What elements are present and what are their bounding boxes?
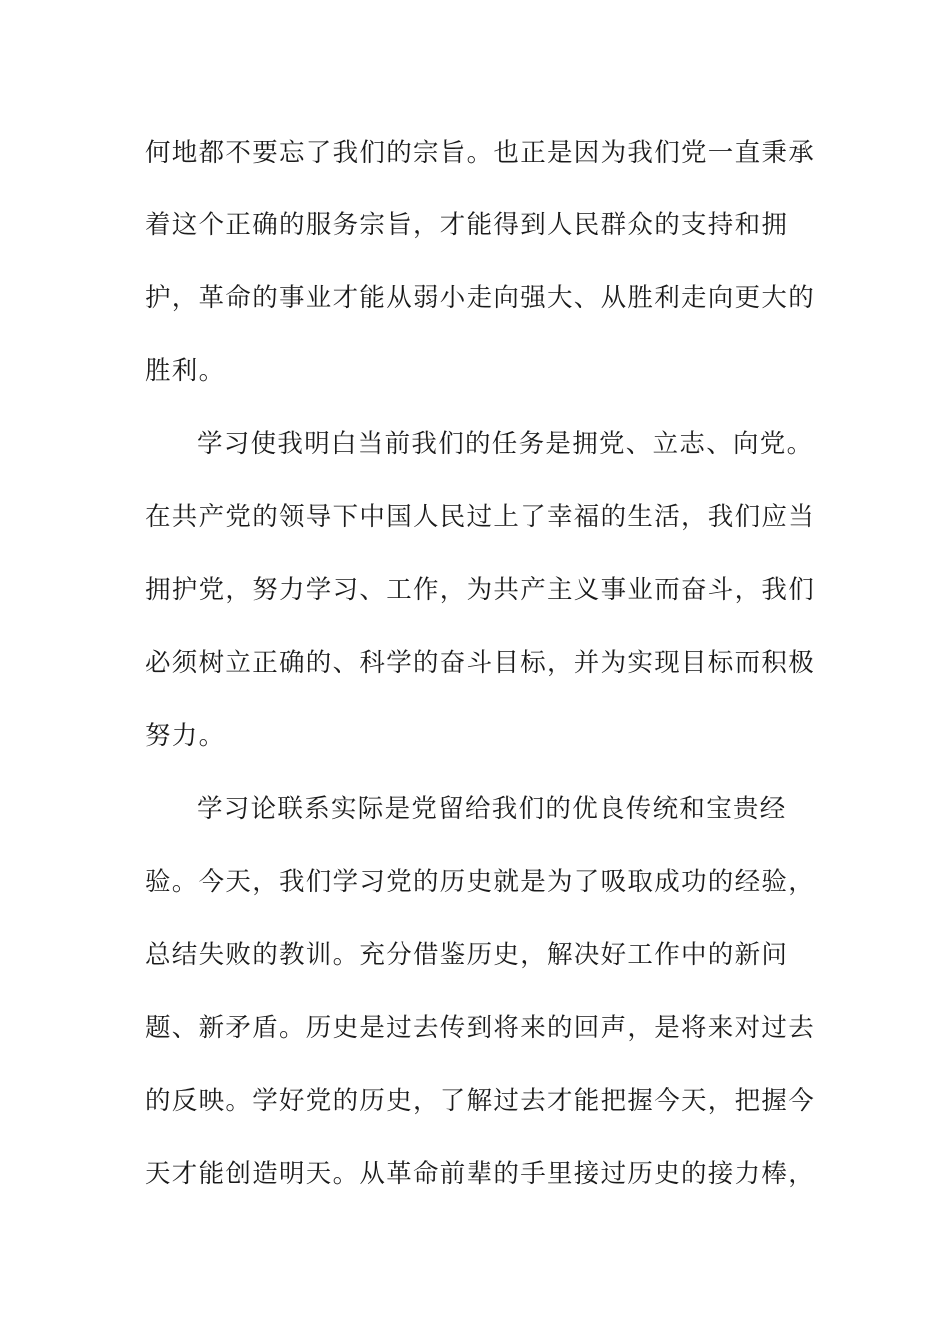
text-line: 总结失败的教训。充分借鉴历史，解决好工作中的新问 — [145, 940, 789, 970]
text-line: 何地都不要忘了我们的宗旨。也正是因为我们党一直秉承 — [145, 138, 816, 168]
text-line: 的反映。学好党的历史，了解过去才能把握今天，把握今 — [145, 1086, 816, 1116]
paragraph-first-line: 学习使我明白当前我们的任务是拥党、立志、向党。 — [197, 429, 814, 459]
text-line: 着这个正确的服务宗旨，才能得到人民群众的支持和拥 — [145, 210, 789, 240]
text-line: 拥护党，努力学习、工作，为共产主义事业而奋斗，我们 — [145, 575, 816, 605]
text-line: 在共产党的领导下中国人民过上了幸福的生活，我们应当 — [145, 502, 816, 532]
text-line: 题、新矛盾。历史是过去传到将来的回声，是将来对过去 — [145, 1013, 816, 1043]
text-line: 必须树立正确的、科学的奋斗目标，并为实现目标而积极 — [145, 648, 816, 678]
paragraph-first-line: 学习论联系实际是党留给我们的优良传统和宝贵经 — [197, 794, 787, 824]
text-line: 验。今天，我们学习党的历史就是为了吸取成功的经验， — [145, 867, 816, 897]
text-line: 胜利。 — [145, 356, 226, 386]
text-line: 天才能创造明天。从革命前辈的手里接过历史的接力棒， — [145, 1159, 816, 1189]
text-line: 护，革命的事业才能从弱小走向强大、从胜利走向更大的 — [145, 283, 816, 313]
text-line: 努力。 — [145, 721, 226, 751]
